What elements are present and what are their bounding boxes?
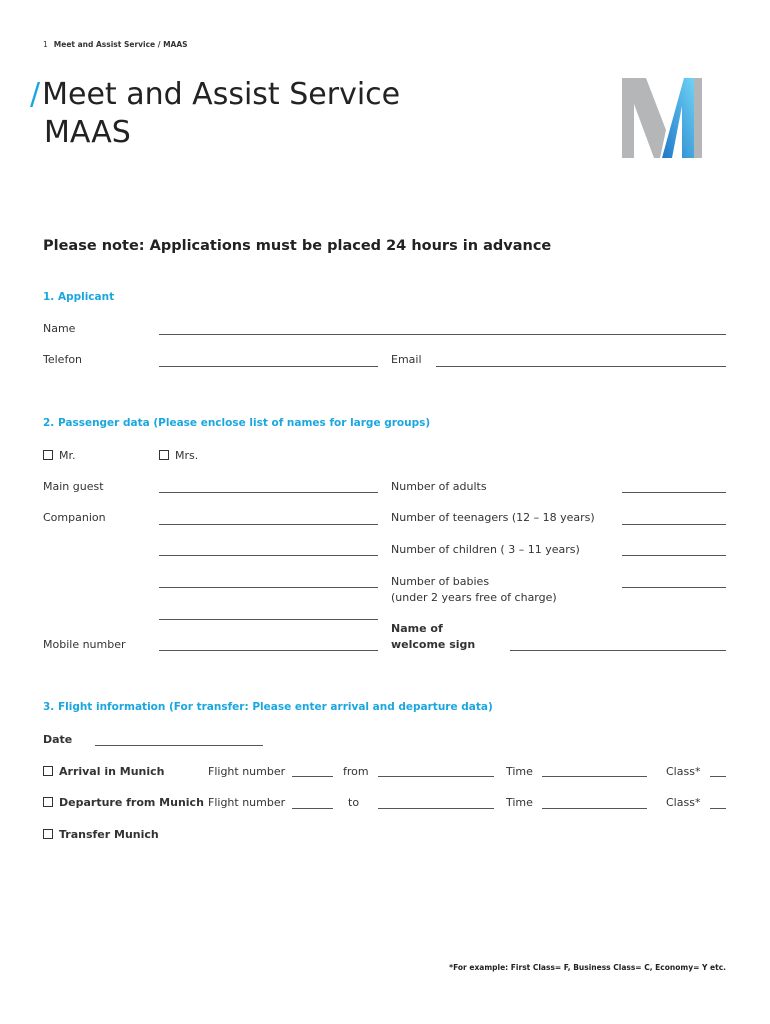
- mobile-label: Mobile number: [43, 638, 126, 651]
- departure-label: Departure from Munich: [59, 796, 204, 809]
- arrival-label: Arrival in Munich: [59, 765, 165, 778]
- arrival-class-label: Class*: [666, 765, 701, 778]
- teens-label: Number of teenagers (12 – 18 years): [391, 511, 595, 524]
- section-applicant-heading: 1. Applicant: [43, 291, 115, 303]
- sign-label-1: Name of: [391, 622, 443, 635]
- adults-label: Number of adults: [391, 480, 487, 493]
- advance-notice: Please note: Applications must be placed 24 hours in advance: [43, 238, 552, 254]
- arrival-time-label: Time: [506, 765, 533, 778]
- babies-field[interactable]: [622, 587, 726, 588]
- departure-class-label: Class*: [666, 796, 701, 809]
- telefon-field[interactable]: [159, 366, 378, 367]
- arrival-flight-number-label: Flight number: [208, 765, 286, 778]
- mrs-checkbox[interactable]: [159, 450, 169, 460]
- page-number: 1: [43, 40, 48, 49]
- transfer-label: Transfer Munich: [59, 828, 159, 841]
- mr-checkbox[interactable]: [43, 450, 53, 460]
- running-header: [43, 40, 188, 49]
- companion-field-4[interactable]: [159, 619, 378, 620]
- date-label: Date: [43, 733, 73, 746]
- from-field[interactable]: [378, 776, 494, 777]
- departure-time-field[interactable]: [542, 808, 647, 809]
- welcome-sign-field[interactable]: [510, 650, 726, 651]
- companion-field-2[interactable]: [159, 555, 378, 556]
- to-field[interactable]: [378, 808, 494, 809]
- title-line-2: MAAS: [44, 115, 131, 150]
- babies-label-2: (under 2 years free of charge): [391, 591, 557, 604]
- children-label: Number of children ( 3 – 11 years): [391, 543, 580, 556]
- email-label: Email: [391, 353, 422, 366]
- title-slash: /: [30, 77, 41, 112]
- mr-label: Mr.: [59, 449, 76, 462]
- name-label: Name: [43, 322, 76, 335]
- departure-time-label: Time: [506, 796, 533, 809]
- from-label: from: [343, 765, 369, 778]
- departure-option[interactable]: [43, 796, 204, 809]
- departure-class-field[interactable]: [710, 808, 726, 809]
- section-passenger-heading: 2. Passenger data (Please enclose list of names for large groups): [43, 417, 431, 429]
- main-guest-field[interactable]: [159, 492, 378, 493]
- name-field[interactable]: [159, 334, 726, 335]
- title-line-1: Meet and Assist Service: [42, 77, 401, 112]
- departure-flight-number-label: Flight number: [208, 796, 286, 809]
- running-title: Meet and Assist Service / MAAS: [53, 40, 188, 49]
- arrival-option[interactable]: [43, 765, 165, 778]
- section-flight-heading: 3. Flight information (For transfer: Please enter arrival and departure data): [43, 701, 493, 713]
- page-title: [30, 76, 400, 152]
- arrival-checkbox[interactable]: [43, 766, 53, 776]
- footnote: *For example: First Class= F, Business Class= C, Economy= Y etc.: [449, 963, 726, 972]
- babies-label-1: Number of babies: [391, 575, 490, 588]
- companion-label: Companion: [43, 511, 106, 524]
- departure-flight-number-field[interactable]: [292, 808, 333, 809]
- m-logo-icon: [622, 78, 704, 160]
- mrs-option[interactable]: [159, 449, 198, 462]
- mr-option[interactable]: [43, 449, 76, 462]
- companion-field-1[interactable]: [159, 524, 378, 525]
- to-label: to: [348, 796, 360, 809]
- arrival-class-field[interactable]: [710, 776, 726, 777]
- teens-field[interactable]: [622, 524, 726, 525]
- adults-field[interactable]: [622, 492, 726, 493]
- arrival-time-field[interactable]: [542, 776, 647, 777]
- departure-checkbox[interactable]: [43, 797, 53, 807]
- main-guest-label: Main guest: [43, 480, 104, 493]
- telefon-label: Telefon: [43, 353, 83, 366]
- arrival-flight-number-field[interactable]: [292, 776, 333, 777]
- mrs-label: Mrs.: [175, 449, 199, 462]
- email-field[interactable]: [436, 366, 726, 367]
- transfer-option[interactable]: [43, 828, 159, 841]
- children-field[interactable]: [622, 555, 726, 556]
- mobile-field[interactable]: [159, 650, 378, 651]
- transfer-checkbox[interactable]: [43, 829, 53, 839]
- companion-field-3[interactable]: [159, 587, 378, 588]
- sign-label-2: welcome sign: [391, 638, 476, 651]
- date-field[interactable]: [95, 745, 263, 746]
